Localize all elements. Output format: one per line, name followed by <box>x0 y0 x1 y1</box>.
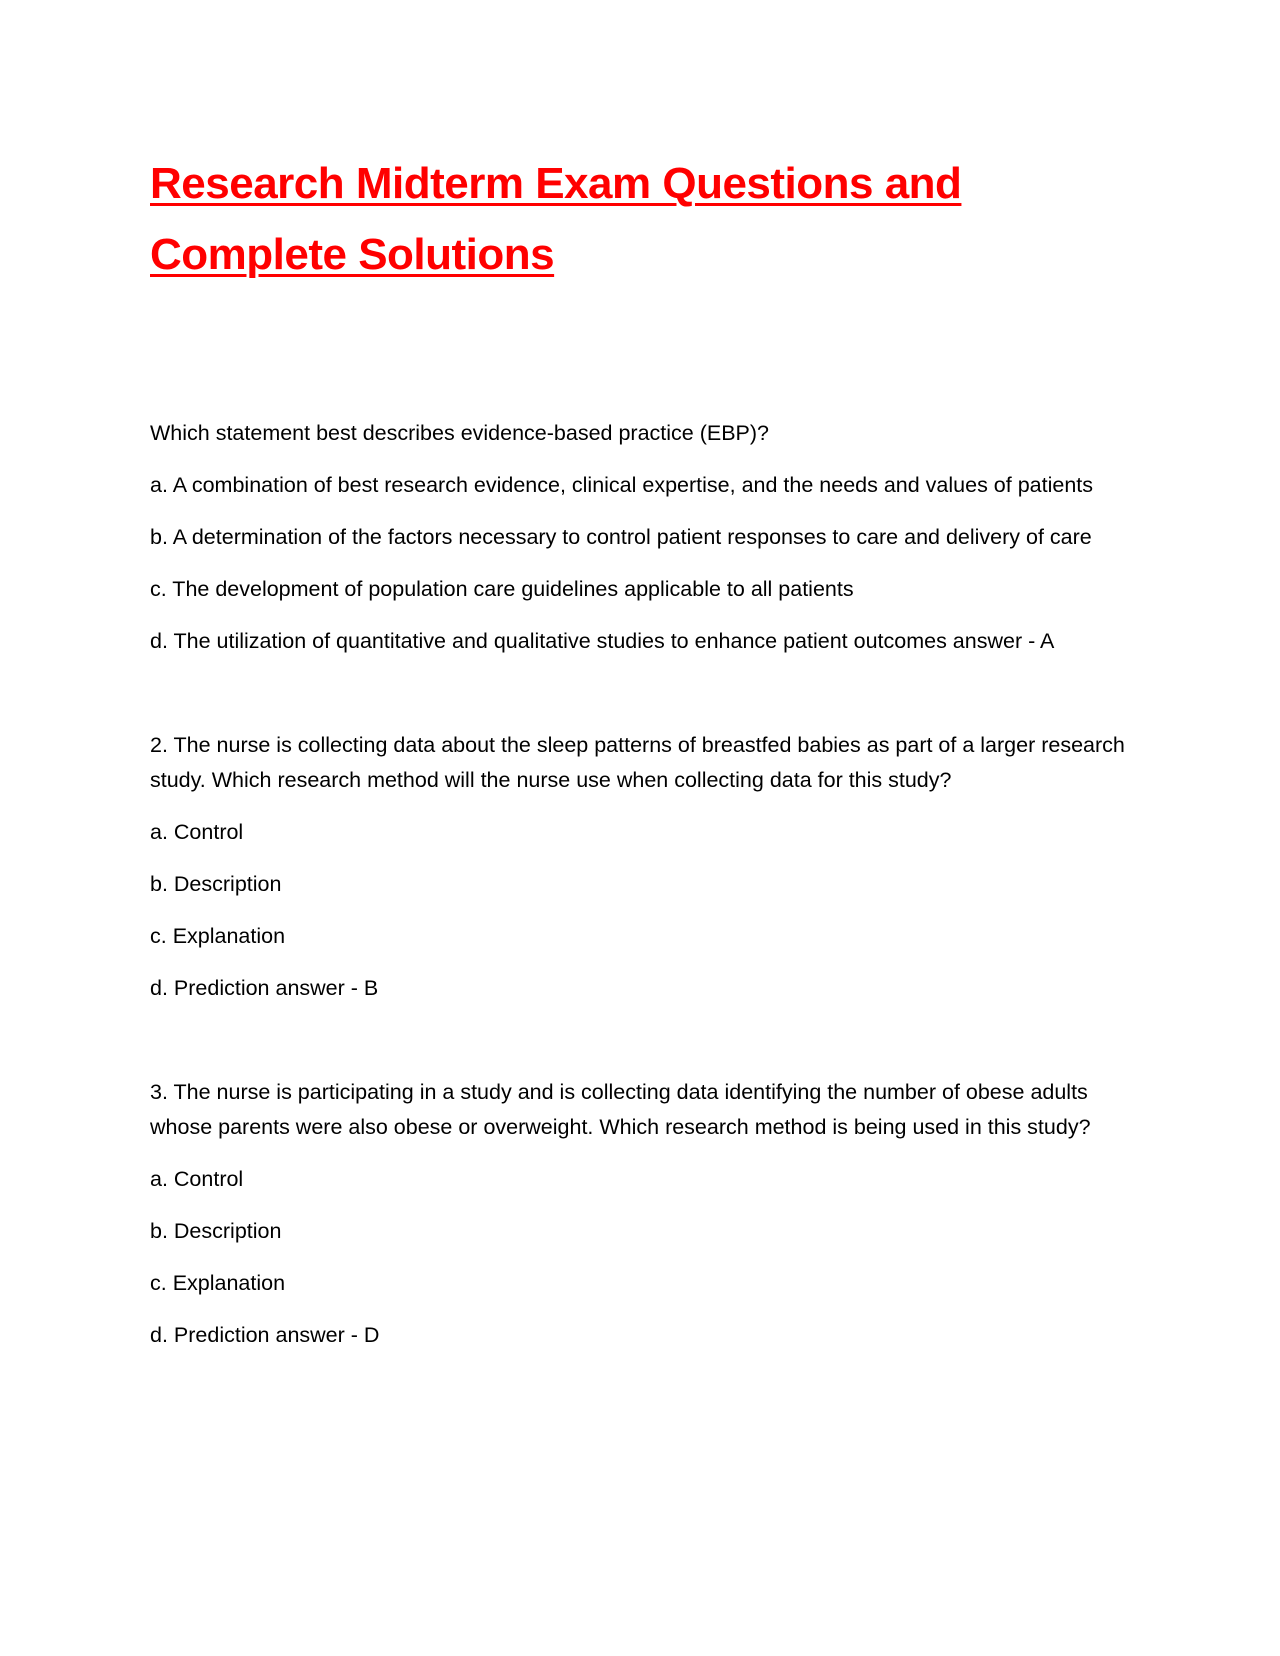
question-1-stem: Which statement best describes evidence-based practice (EBP)? <box>150 421 770 445</box>
title-line-2: Complete Solutions <box>150 230 555 279</box>
question-3 <box>150 1075 1140 1353</box>
question-1 <box>150 416 1140 659</box>
question-2-option-b: b. Description <box>150 872 282 896</box>
question-2-stem: 2. The nurse is collecting data about the sleep patterns of breastfed babies as part of a larger research study. Which research method will the nurse use when collecting data for this study? <box>150 733 1125 792</box>
question-2-option-d: d. Prediction answer - B <box>150 976 379 1000</box>
question-2-option-c: c. Explanation <box>150 924 286 948</box>
question-2 <box>150 728 1140 1006</box>
question-3-option-d: d. Prediction answer - D <box>150 1323 380 1347</box>
question-gap <box>150 1023 1140 1075</box>
question-3-stem: 3. The nurse is participating in a study and is collecting data identifying the number of obese adults whose parents were also obese or overweight. Which research method is being used in this study? <box>150 1080 1091 1139</box>
question-1-option-b: b. A determination of the factors necessary to control patient responses to care and delivery of care <box>150 525 1092 549</box>
question-3-option-c: c. Explanation <box>150 1271 286 1295</box>
question-1-option-d: d. The utilization of quantitative and qualitative studies to enhance patient outcomes answer - A <box>150 629 1055 653</box>
document-title <box>150 148 1140 290</box>
question-gap <box>150 676 1140 728</box>
document-page <box>150 148 1140 1370</box>
question-3-option-a: a. Control <box>150 1167 244 1191</box>
question-3-option-b: b. Description <box>150 1219 282 1243</box>
question-1-option-a: a. A combination of best research evidence, clinical expertise, and the needs and values of patients <box>150 473 1094 497</box>
question-1-option-c: c. The development of population care guidelines applicable to all patients <box>150 577 854 601</box>
title-spacer <box>150 290 1140 416</box>
question-2-option-a: a. Control <box>150 820 244 844</box>
title-line-1: Research Midterm Exam Questions and <box>150 159 962 208</box>
